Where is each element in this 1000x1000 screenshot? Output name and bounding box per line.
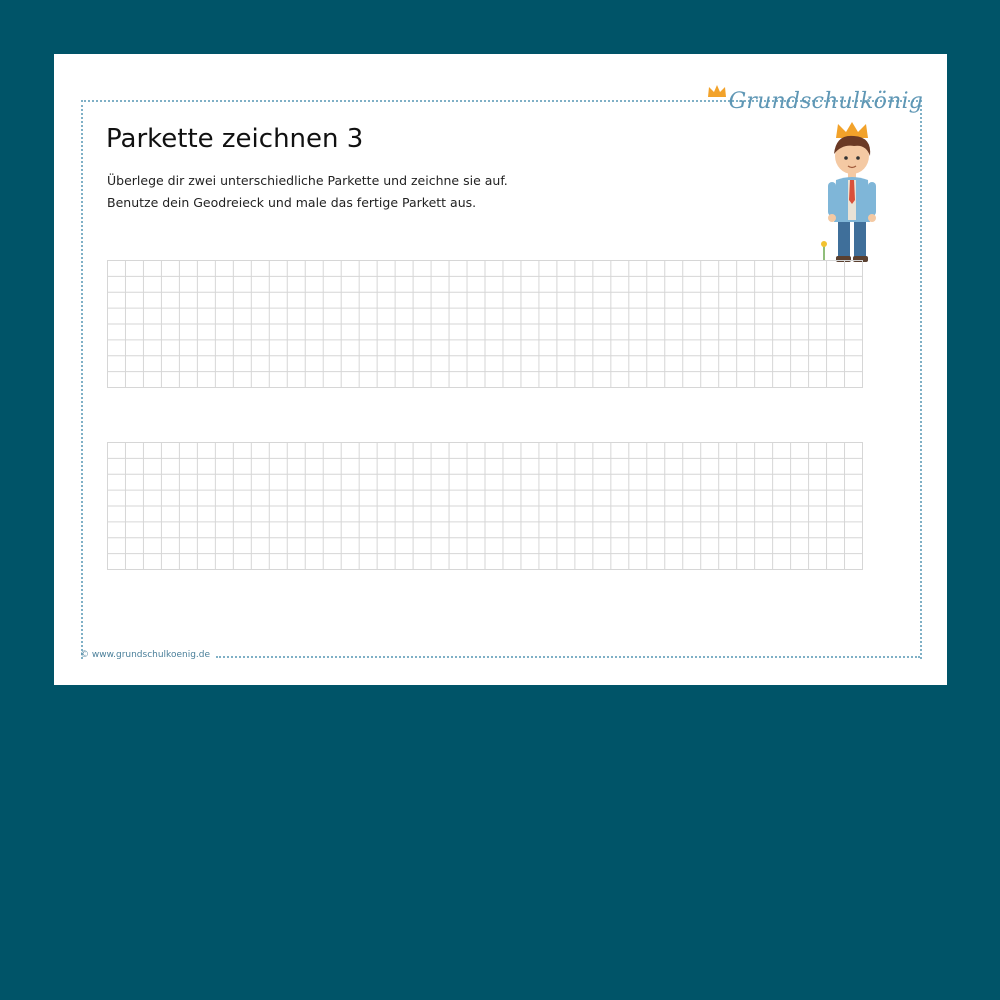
brand-logo[interactable] bbox=[707, 84, 923, 114]
instructions bbox=[107, 170, 508, 214]
dotted-border-bottom bbox=[216, 656, 920, 658]
brand-logo-text: Grundschulkönig bbox=[728, 89, 923, 114]
boy-with-crown-icon bbox=[814, 120, 889, 265]
drawing-grid-2[interactable] bbox=[107, 442, 863, 570]
copyright-footer[interactable]: © www.grundschulkoenig.de bbox=[80, 650, 211, 660]
instruction-line: Benutze dein Geodreieck und male das fertige Parkett aus. bbox=[107, 195, 477, 210]
page-title: Parkette zeichnen 3 bbox=[106, 124, 364, 154]
crown-icon bbox=[707, 84, 727, 98]
drawing-grid-1[interactable] bbox=[107, 260, 863, 388]
worksheet-page bbox=[54, 54, 947, 685]
instruction-line: Überlege dir zwei unterschiedliche Parkette und zeichne sie auf. bbox=[107, 173, 508, 188]
